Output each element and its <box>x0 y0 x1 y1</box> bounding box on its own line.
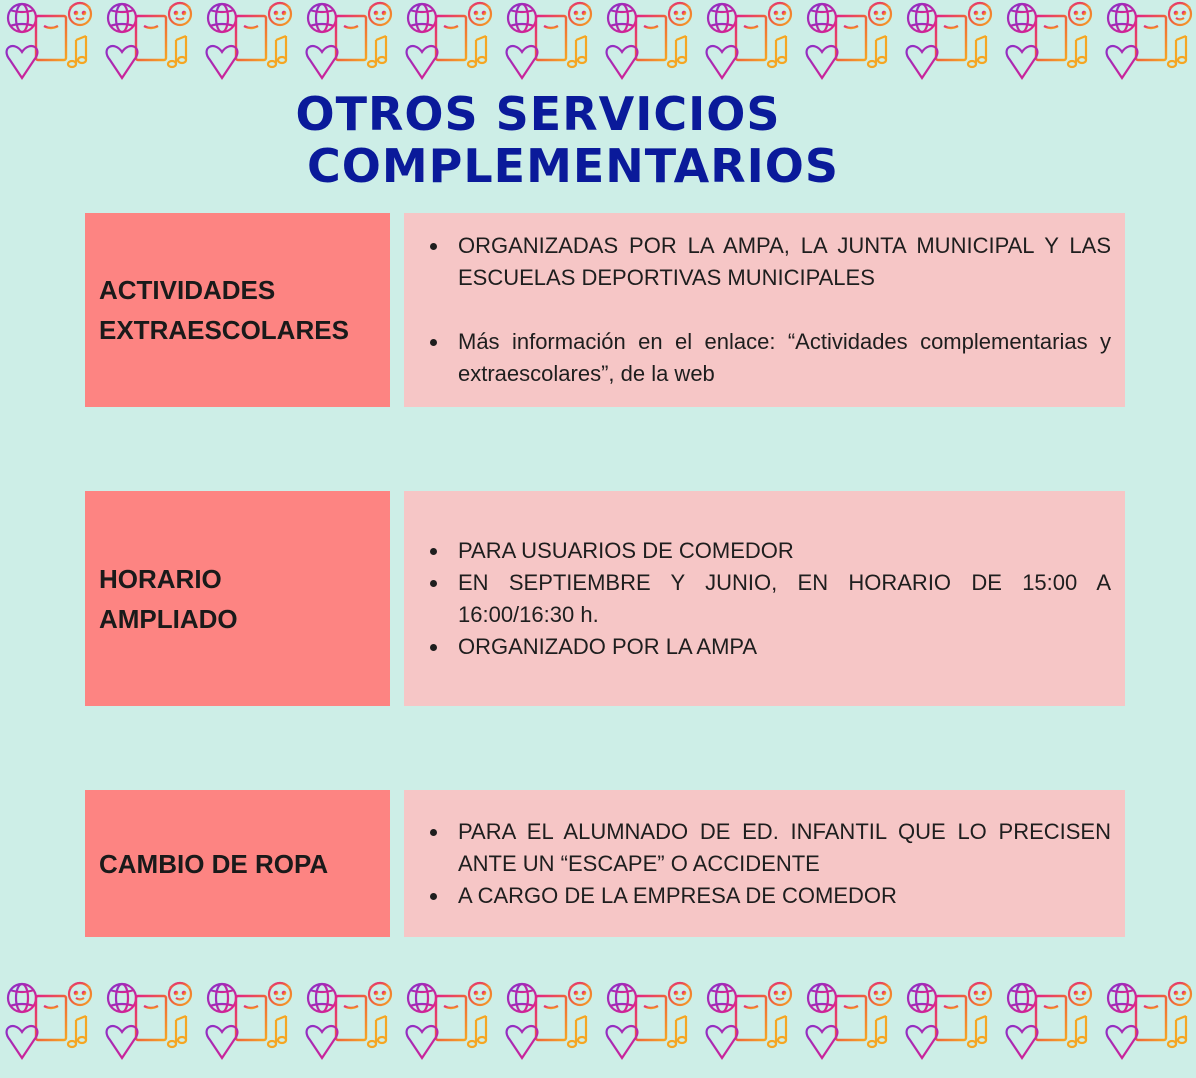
decorative-motif <box>1000 980 1100 1075</box>
service-label-line-2: EXTRAESCOLARES <box>99 315 349 345</box>
decorative-motif <box>800 0 900 95</box>
list-item: PARA EL ALUMNADO DE ED. INFANTIL QUE LO PRECISEN ANTE UN “ESCAPE” O ACCIDENTE <box>428 816 1111 880</box>
service-row-cambio-ropa <box>85 790 1125 937</box>
decorative-motif <box>600 0 700 95</box>
decorative-motif <box>500 980 600 1075</box>
decorative-border-top <box>0 0 1196 95</box>
decorative-motif <box>1100 980 1196 1075</box>
decorative-motif <box>200 0 300 95</box>
page-title-line-1: OTROS SERVICIOS <box>295 87 781 141</box>
decorative-motif <box>400 980 500 1075</box>
list-item: A CARGO DE LA EMPRESA DE COMEDOR <box>428 880 1111 912</box>
service-label <box>85 790 390 937</box>
service-row-actividades <box>85 213 1125 407</box>
decorative-motif <box>100 0 200 95</box>
service-detail-list <box>428 816 1111 912</box>
decorative-border-bottom <box>0 980 1196 1075</box>
decorative-motif <box>700 0 800 95</box>
service-detail-list <box>428 535 1111 663</box>
decorative-motif <box>800 980 900 1075</box>
service-row-horario <box>85 491 1125 706</box>
service-details <box>404 491 1125 706</box>
page-title-line-2: COMPLEMENTARIOS <box>307 139 839 193</box>
list-item: EN SEPTIEMBRE Y JUNIO, EN HORARIO DE 15:00 A 16:00/16:30 h. <box>428 567 1111 631</box>
decorative-motif <box>400 0 500 95</box>
list-item: ORGANIZADO POR LA AMPA <box>428 631 1111 663</box>
service-details <box>404 790 1125 937</box>
service-label-line-1: HORARIO <box>99 563 222 594</box>
decorative-motif <box>300 980 400 1075</box>
service-details <box>404 213 1125 407</box>
service-label-line-2: AMPLIADO <box>99 603 238 634</box>
service-label <box>85 491 390 706</box>
service-label-line-1: ACTIVIDADES <box>99 275 276 305</box>
decorative-motif <box>900 0 1000 95</box>
decorative-motif <box>0 980 100 1075</box>
list-item: ORGANIZADAS POR LA AMPA, LA JUNTA MUNICIPAL Y LAS ESCUELAS DEPORTIVAS MUNICIPALES <box>428 230 1111 294</box>
service-label <box>85 213 390 407</box>
decorative-motif <box>300 0 400 95</box>
service-detail-list <box>428 230 1111 390</box>
page-title <box>0 88 1196 192</box>
service-label-line-1: CAMBIO DE ROPA <box>99 848 329 879</box>
list-item: Más información en el enlace: “Actividades complementarias y extraescolares”, de la web <box>428 326 1111 390</box>
list-item: PARA USUARIOS DE COMEDOR <box>428 535 1111 567</box>
decorative-motif <box>200 980 300 1075</box>
decorative-motif <box>900 980 1000 1075</box>
decorative-motif <box>100 980 200 1075</box>
decorative-motif <box>600 980 700 1075</box>
decorative-motif <box>0 0 100 95</box>
decorative-motif <box>1100 0 1196 95</box>
decorative-motif <box>700 980 800 1075</box>
decorative-motif <box>500 0 600 95</box>
decorative-motif <box>1000 0 1100 95</box>
